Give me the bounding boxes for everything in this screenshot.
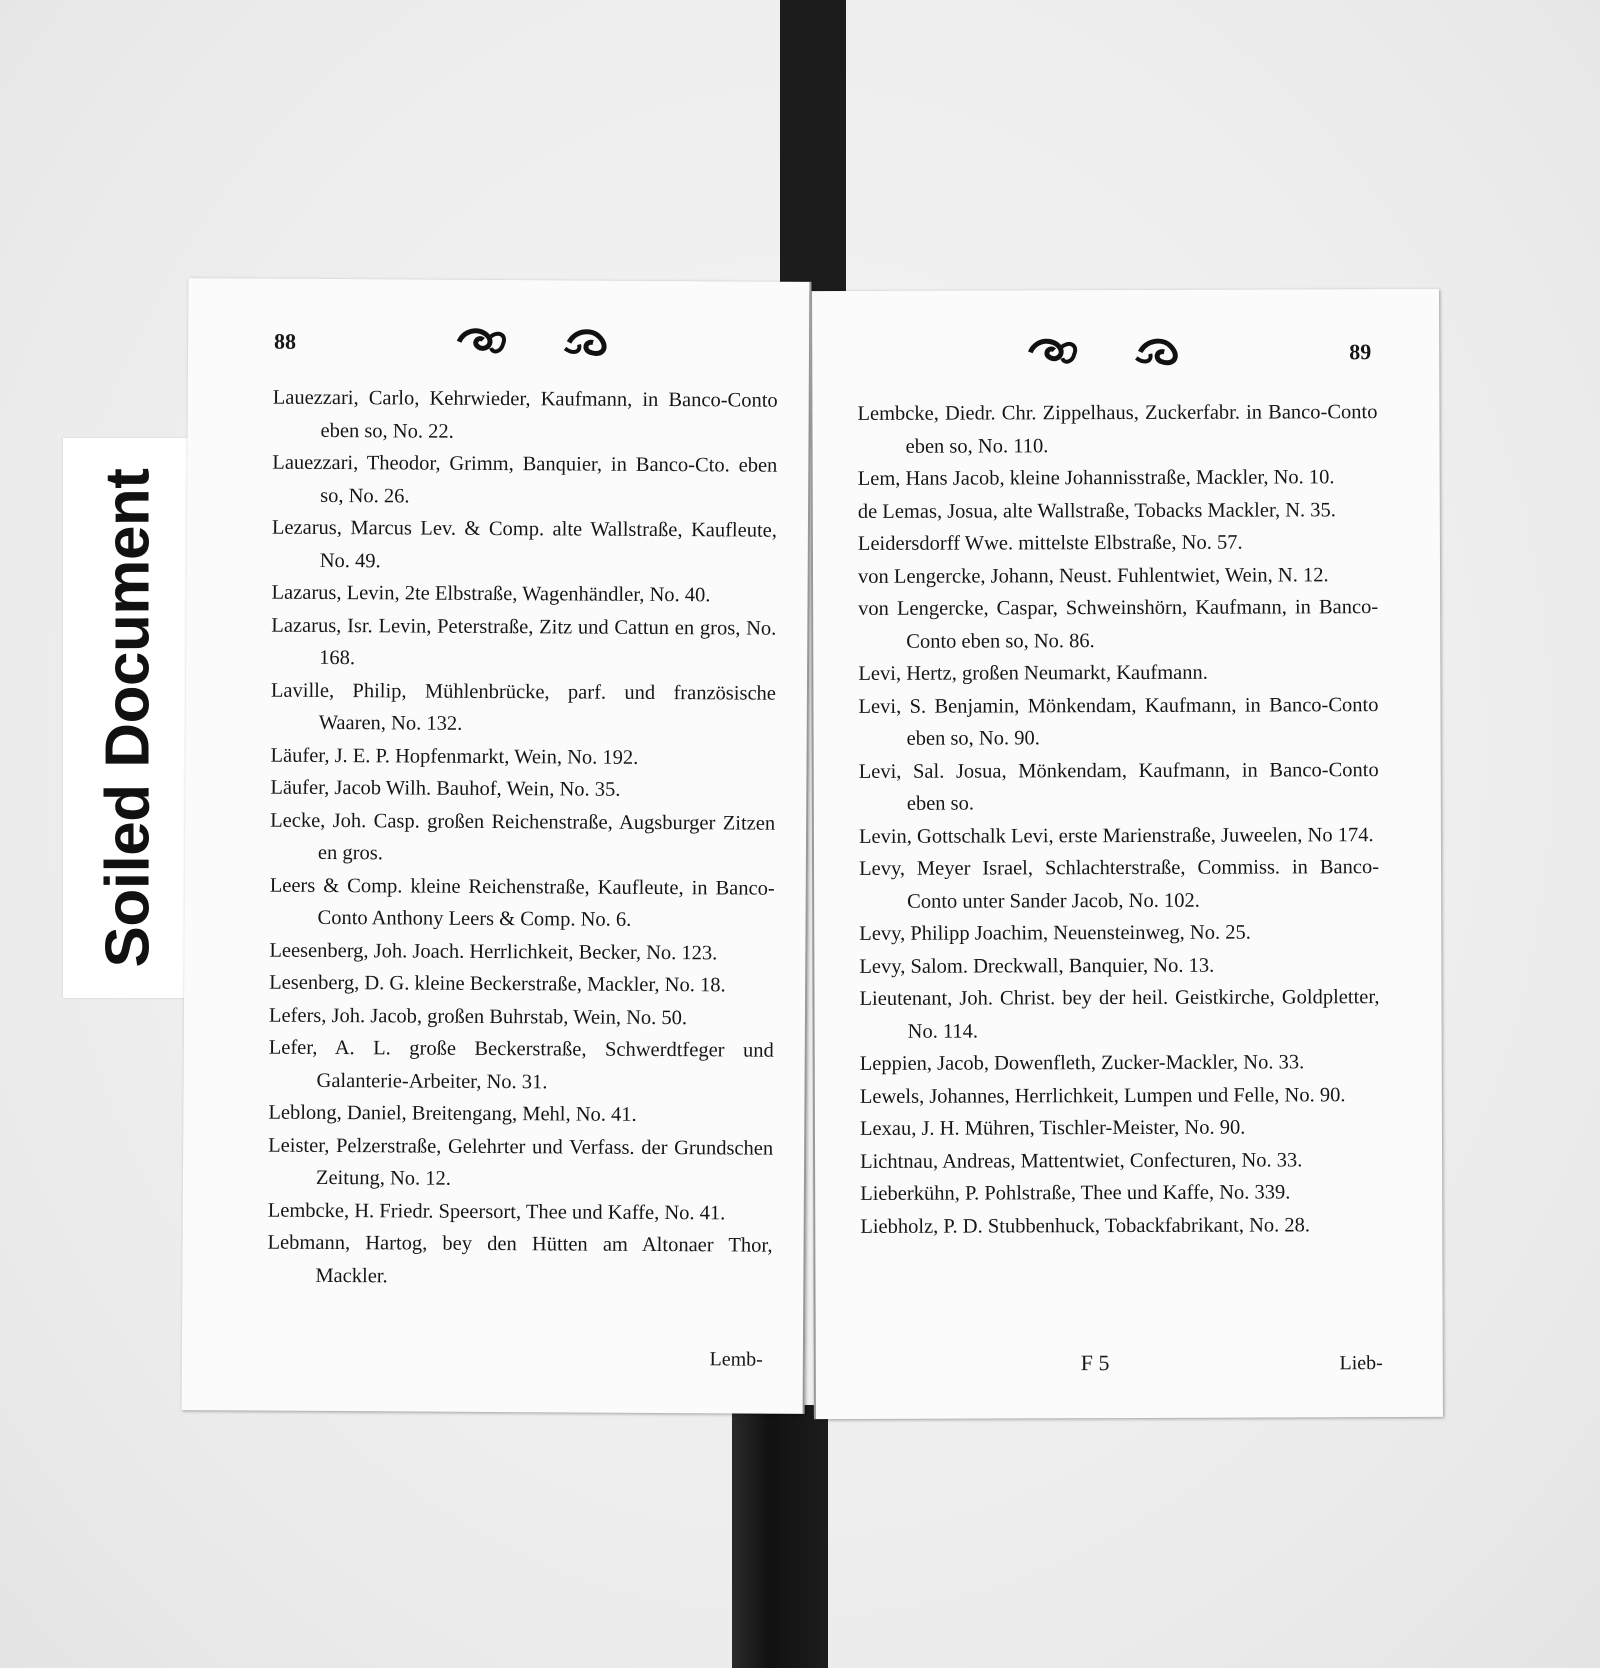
directory-entry: Levy, Salom. Dreckwall, Banquier, No. 13. (859, 954, 1215, 978)
directory-entry: Lauezzari, Theodor, Grimm, Banquier, in Banco-Cto. eben so, No. 26. (272, 451, 778, 507)
directory-entry: von Lengercke, Johann, Neust. Fuhlentwiet, Wein, N. 12. (857, 563, 1329, 588)
directory-entry: Lefer, A. L. große Beckerstraße, Schwerdtfeger und Galanterie-Arbeiter, No. 31. (268, 1036, 774, 1093)
directory-entry: Levin, Gottschalk Levi, erste Marienstraße, Juweelen, No 174. (858, 823, 1374, 848)
directory-entry: Levi, S. Benjamin, Mönkendam, Kaufmann, in Banco-Conto eben so, No. 90. (858, 693, 1379, 750)
directory-entry: Lembcke, Diedr. Chr. Zippelhaus, Zuckerfabr. in Banco-Conto eben so, No. 110. (857, 401, 1378, 458)
directory-entry: Lieberkühn, P. Pohlstraße, Thee und Kaffe, No. 339. (860, 1181, 1291, 1205)
directory-entry: Levi, Hertz, großen Neumarkt, Kaufmann. (858, 661, 1208, 685)
directory-entry: Lewels, Johannes, Herrlichkeit, Lumpen und Felle, No. 90. (859, 1083, 1346, 1108)
directory-entry: Leblong, Daniel, Breitengang, Mehl, No. 41. (268, 1101, 637, 1126)
directory-entry: Leidersdorff Wwe. mittelste Elbstraße, No. 57. (857, 531, 1243, 555)
right-page (810, 289, 1443, 1419)
directory-entry: Lauezzari, Carlo, Kehrwieder, Kaufmann, in Banco-Conto eben so, No. 22. (272, 386, 778, 443)
directory-entry: Lichtnau, Andreas, Mattentwiet, Confecturen, No. 33. (860, 1148, 1303, 1173)
directory-entry: Leister, Pelzerstraße, Gelehrter und Verfass. der Grundschen Zeitung, No. 12. (268, 1134, 774, 1190)
directory-entries (267, 382, 778, 1295)
directory-entry: Laville, Philip, Mühlenbrücke, parf. und französische Waaren, No. 132. (270, 679, 777, 735)
directory-entry: von Lengercke, Caspar, Schweinshörn, Kaufmann, in Banco-Conto eben so, No. 86. (858, 596, 1379, 653)
directory-entry: Lazarus, Levin, 2te Elbstraße, Wagenhändler, No. 40. (271, 581, 711, 607)
catchword: Lemb- (709, 1348, 763, 1371)
directory-entry: Lieutenant, Joh. Christ. bey der heil. Geistkirche, Goldpletter, No. 114. (859, 986, 1380, 1043)
directory-entry: Levy, Philipp Joachim, Neuensteinweg, No. 25. (859, 921, 1251, 945)
directory-entry: Lazarus, Isr. Levin, Peterstraße, Zitz und Cattun en gros, No. 168. (271, 614, 777, 670)
directory-entry: Lebmann, Hartog, bey den Hütten am Altonaer Thor, Mackler. (267, 1231, 773, 1287)
directory-entry: Lezarus, Marcus Lev. & Comp. alte Wallstraße, Kaufleute, No. 49. (271, 516, 777, 572)
directory-entry: Läufer, J. E. P. Hopfenmarkt, Wein, No. 192. (270, 744, 639, 769)
directory-entries (857, 396, 1380, 1243)
signature-mark: F 5 (1080, 1350, 1110, 1376)
directory-entry: Lembcke, H. Friedr. Speersort, Thee und Kaffe, No. 41. (267, 1199, 726, 1224)
directory-entry: Levi, Sal. Josua, Mönkendam, Kaufmann, in Banco-Conto eben so. (858, 758, 1379, 815)
directory-entry: Läufer, Jacob Wilh. Bauhof, Wein, No. 35. (270, 776, 621, 801)
directory-entry: Liebholz, P. D. Stubbenhuck, Tobackfabrikant, No. 28. (860, 1213, 1311, 1238)
directory-entry: Lem, Hans Jacob, kleine Johannisstraße, Mackler, No. 10. (857, 466, 1335, 490)
directory-entry: de Lemas, Josua, alte Wallstraße, Tobacks Mackler, N. 35. (857, 498, 1336, 523)
directory-entry: Levy, Meyer Israel, Schlachterstraße, Commiss. in Banco-Conto unter Sander Jacob, No. 102. (859, 856, 1380, 913)
ornament-icon (1024, 334, 1194, 371)
soiled-document-label-text: Soiled Document (93, 468, 163, 968)
catchword: Lieb- (1339, 1352, 1383, 1375)
directory-entry: Leppien, Jacob, Dowenfleth, Zucker-Mackler, No. 33. (859, 1051, 1305, 1075)
page-number: 89 (1349, 339, 1372, 365)
left-page (182, 278, 812, 1414)
directory-entry: Lecke, Joh. Casp. großen Reichenstraße, Augsburger Zitzen en gros. (270, 809, 776, 865)
directory-entry: Lexau, J. H. Mühren, Tischler-Meister, No. 90. (859, 1116, 1246, 1140)
directory-entry: Lesenberg, D. G. kleine Beckerstraße, Mackler, No. 18. (269, 971, 726, 997)
binding-strip-top (780, 0, 846, 300)
directory-entry: Leesenberg, Joh. Joach. Herrlichkeit, Becker, No. 123. (269, 939, 718, 964)
directory-entry: Lefers, Joh. Jacob, großen Buhrstab, Wein, No. 50. (268, 1004, 688, 1029)
directory-entry: Leers & Comp. kleine Reichenstraße, Kaufleute, in Banco-Conto Anthony Leers & Comp. No. 6. (269, 874, 775, 931)
binding-strip-bottom (732, 1405, 828, 1668)
page-number: 88 (274, 328, 297, 354)
ornament-icon (453, 324, 623, 361)
